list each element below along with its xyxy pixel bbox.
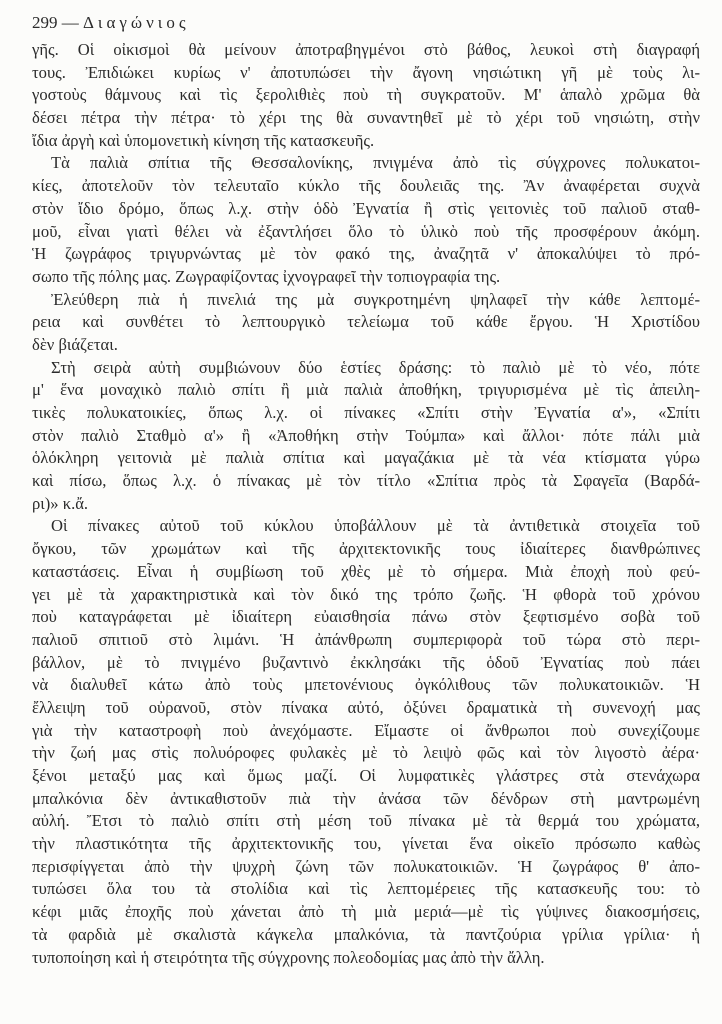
text-line: καὶ πίσω, ὅπως λ.χ. ὁ πίνακας μὲ τὸν τίτλο «Σπίτια πρὸς τὰ Σφαγεῖα (Βαρδά- [32, 471, 700, 491]
text-line: ἔλλειψη τοῦ οὐρανοῦ, στὸν πίνακα αὐτό, ὀξύνει δραματικὰ τὴ συνενοχή μας [32, 697, 700, 717]
text-line: παλιοῦ σπιτιοῦ στὸ λιμάνι. Ἡ ἀπάνθρωπη συμπεριφορὰ τοῦ τώρα στὸ περι- [32, 629, 700, 649]
text-line: περισφίγγεται ἀπὸ τὴν ψυχρὴ ζώνη τῶν πολυκατοικιῶν. Ἡ ζωγράφος θ' ἀπο- [32, 856, 700, 876]
text-line: μοῦ, εἶναι γιατὶ θέλει νὰ ἐξαντλήσει ὅλο τὸ ὑλικὸ ποὺ τῆς προσφέρουν ἀκόμη. [32, 221, 700, 241]
text-line: ξένοι μεταξύ μας καὶ ὅμως μαζί. Οἱ λυμφατικὲς γλάστρες στὰ στενάχωρα [32, 766, 700, 785]
header-separator: — [57, 13, 83, 32]
paragraph [32, 39, 700, 152]
page-number: 299 [32, 13, 58, 32]
text-line: κέφι μιᾶς ἐποχῆς ποὺ χάνεται ἀπὸ τὴ μιὰ μεριά—μὲ τὶς γύψινες διακοσμήσεις, [32, 902, 700, 922]
text-line: μπαλκόνια δὲν ἀντικαθιστοῦν πιὰ τὴν ἀνάσα τῶν δένδρων στὴ μαντρωμένη [32, 788, 700, 808]
paragraph [32, 289, 700, 357]
running-header [32, 13, 190, 33]
text-line: τὰ φαρδιὰ μὲ σκαλιστὰ κάγκελα μπαλκόνια, τὰ παντζούρια γρίλια γρίλια· ἡ [32, 924, 700, 944]
text-line: Ἐλεύθερη πιὰ ἡ πινελιά της μὰ συγκροτημένη ψηλαφεῖ τὴν κάθε λεπτομέ- [51, 289, 700, 309]
text-line: Τὰ παλιὰ σπίτια τῆς Θεσσαλονίκης, πνιγμένα ἀπὸ τὶς σύγχρονες πολυκατοι- [51, 153, 700, 173]
text-line: ἴδια ἀργὴ καὶ ὑπομονετικὴ κίνηση τῆς κατασκευῆς. [32, 130, 375, 150]
text-line: κίες, ἀποτελοῦν τὸν τελευταῖο κύκλο τῆς δουλειᾶς της. Ἂν ἀναφέρεται συχνὰ [32, 176, 700, 196]
text-line: δὲν βιάζεται. [32, 334, 118, 354]
text-line: στὸν ἴδιο δρόμο, ὅπως λ.χ. στὴν ὁδὸ Ἐγνατία ἢ στὶς γειτονιὲς τοῦ παλιοῦ σταθ- [32, 198, 700, 218]
text-line: ὁλόκληρη γειτονιὰ μὲ παλιὰ σπίτια καὶ μαγαζάκια μὲ τὰ νέα κτίσματα γύρω [32, 448, 700, 468]
text-line: τὴν πλαστικότητα τῆς ἀρχιτεκτονικῆς του, γίνεται ἕνα οἰκεῖο πρόσωπο καθὼς [32, 834, 700, 854]
text-line: γοστοὺς θάμνους καὶ τὶς ξερολιθιὲς ποὺ τὴ συγκρατοῦν. Μ' ἁπαλὸ χρῶμα θὰ [32, 85, 700, 105]
text-line: γει μὲ τὰ χαρακτηριστικὰ καὶ τὸν δικό της τρόπο ζωῆς. Ἡ φθορὰ τοῦ χρόνου [32, 584, 700, 604]
text-line: τυποποίηση καὶ ἡ στειρότητα τῆς σύγχρονης πολεοδομίας μας ἀπὸ τὴν ἄλλη. [32, 947, 545, 967]
text-line: Στὴ σειρὰ αὐτὴ συμβιώνουν δύο ἑστίες δράσης: τὸ παλιὸ μὲ τὸ νέο, πότε [51, 357, 700, 377]
text-line: γιὰ τὴν καταστροφὴ ποὺ ἀνεχόμαστε. Εἴμαστε οἱ ἄνθρωποι ποὺ συνεχίζουμε [32, 720, 700, 740]
paragraph [32, 515, 700, 969]
text-line: νὰ διαλυθεῖ κάτω ἀπὸ τοὺς μπετονένιους ὀγκόλιθους τῶν πολυκατοικιῶν. Ἡ [32, 675, 700, 695]
text-line: τους. Ἐπιδιώκει κυρίως ν' ἀποτυπώσει τὴν ἄγονη νησιώτικη γῆ μὲ τοὺς λι- [32, 62, 700, 82]
text-line: αὐλή. Ἔτσι τὸ παλιὸ σπίτι στὴ μέση τοῦ πίνακα μὲ τὰ θερμά του χρώματα, [32, 811, 700, 831]
text-line: ποὺ καταγράφεται μὲ ἰδιαίτερη εὐαισθησία πάνω στὸν ξεφτισμένο σοβὰ τοῦ [32, 607, 700, 627]
running-title: Διαγώνιος [83, 13, 190, 32]
body-text [32, 39, 700, 969]
text-line: βάλλον, μὲ τὸ πνιγμένο βυζαντινὸ ἐκκλησάκι τῆς ὁδοῦ Ἐγνατίας ποὺ πάει [32, 652, 700, 672]
paragraph [32, 152, 700, 288]
text-line: ὄγκου, τῶν χρωμάτων καὶ τῆς ἀρχιτεκτονικῆς τους ἰδιαίτερες διανθρώπινες [32, 539, 700, 559]
text-line: μ' ἕνα μοναχικὸ παλιὸ σπίτι ἢ μιὰ παλιὰ ἀποθήκη, τριγυρισμένα μὲ τὶς ἀπειλη- [32, 380, 700, 400]
text-line: ρεια καὶ συνθέτει τὸ λεπτουργικὸ τελείωμα τοῦ κάθε ἔργου. Ἡ Χριστίδου [32, 312, 700, 332]
text-line: καταστάσεις. Εἶναι ἡ συμβίωση τοῦ χθὲς μὲ τὸ σήμερα. Μιὰ ἐποχὴ ποὺ φεύ- [32, 561, 700, 581]
text-line: γῆς. Οἱ οἰκισμοὶ θὰ μείνουν ἀποτραβηγμένοι στὸ βάθος, λευκοὶ στὴ διαγραφή [32, 40, 700, 59]
text-line: στὸν παλιὸ Σταθμὸ α'» ἢ «Ἀποθήκη στὴν Τούμπα» καὶ ἄλλοι· πότε πάλι μιὰ [32, 425, 700, 445]
text-line: τυπώσει ὅλα του τὰ στολίδια καὶ τὶς λεπτομέρειες τῆς κατασκευῆς του: τὸ [32, 879, 700, 899]
text-line: τὴν ζωή μας στὶς πολυόροφες φυλακὲς μὲ τὸ λειψὸ φῶς καὶ τὸν λιγοστὸ ἀέρα· [32, 743, 700, 763]
text-line: Ἡ ζωγράφος τριγυρνώντας μὲ τὸν φακό της, ἀναζητᾶ ν' ἀποκαλύψει τὸ πρό- [32, 244, 700, 264]
text-line: σωπο τῆς πόλης μας. Ζωγραφίζοντας ἰχνογραφεῖ τὴν τοπιογραφία της. [32, 266, 501, 286]
text-line: τικὲς πολυκατοικίες, ὅπως λ.χ. οἱ πίνακες «Σπίτι στὴν Ἐγνατία α'», «Σπίτι [32, 403, 700, 422]
text-line: δέσει πέτρα τὴν πέτρα· τὸ χέρι της θὰ συναντηθεῖ μὲ τὸ χέρι τοῦ νησιώτη, στὴν [32, 108, 700, 128]
text-line: ρι)» κ.ἄ. [32, 493, 89, 513]
paragraph [32, 357, 700, 516]
text-line: Οἱ πίνακες αὐτοῦ τοῦ κύκλου ὑποβάλλουν μὲ τὰ ἀντιθετικὰ στοιχεῖα τοῦ [51, 516, 700, 536]
